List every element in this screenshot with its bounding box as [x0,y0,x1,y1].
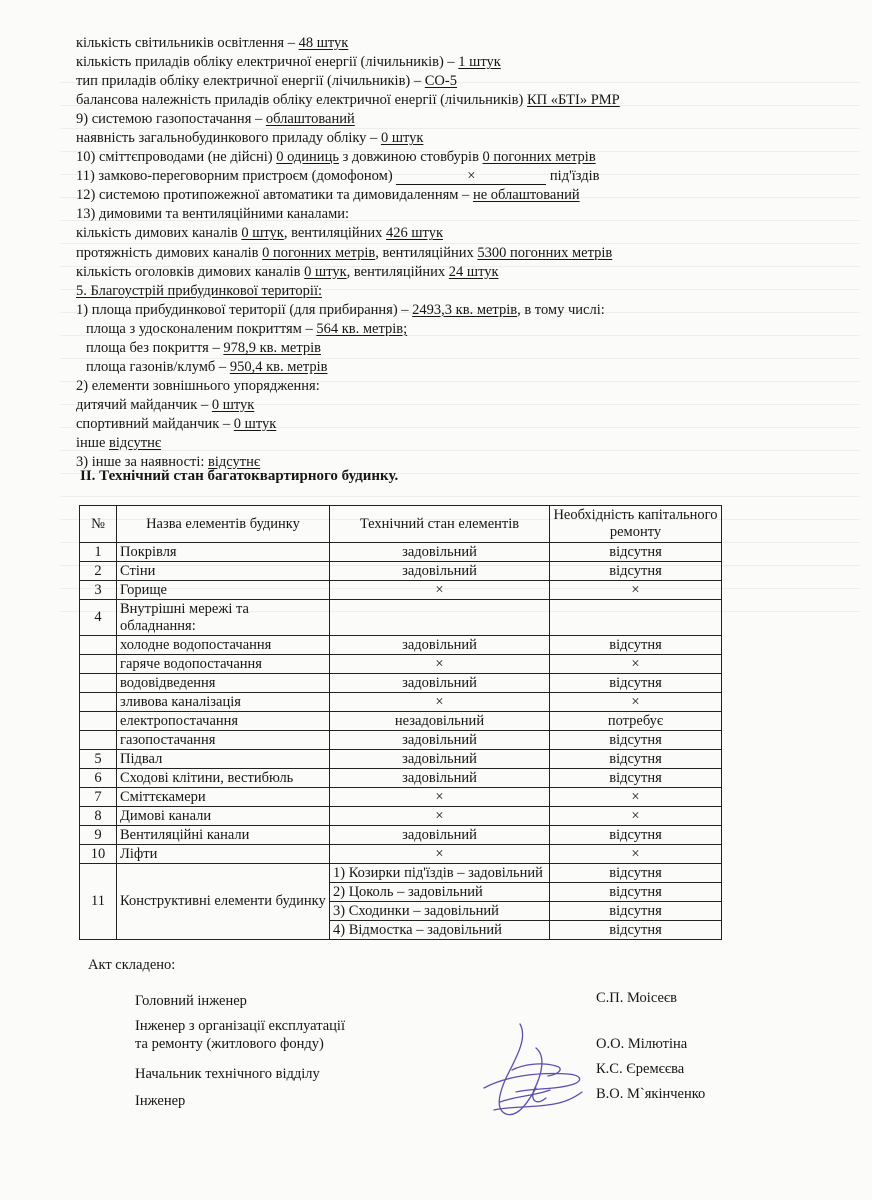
text-line [76,244,836,263]
row-number [80,636,117,655]
row-number [80,693,117,712]
filled-value: 564 кв. метрів; [316,320,408,337]
row-number: 7 [80,788,117,807]
filled-value: 0 одиниць [276,149,339,166]
element-name: Ліфти [117,845,330,864]
name-eremeeva: К.С. Єремєєва [596,1061,685,1077]
table-row [80,769,722,788]
filled-value: 426 штук [386,225,443,242]
text-line [76,320,836,339]
header-number: № [80,506,117,543]
row-number: 1 [80,543,117,562]
line-text: кількість світильників освітлення – [76,35,299,51]
text-line [76,434,836,453]
line-text: кількість оголовків димових каналів [76,263,305,280]
technical-state: × [330,788,550,807]
repair-need: відсутня [550,883,722,902]
row-number: 5 [80,750,117,769]
text-line [76,72,836,91]
repair-need: × [550,788,722,807]
row-number: 10 [80,845,117,864]
element-name: Сміттєкамери [117,788,330,807]
blank-field: × [396,169,546,185]
text-line [76,110,836,129]
role-engineer-operation-cont: та ремонту (житлового фонду) [135,1036,324,1052]
repair-need: відсутня [550,674,722,693]
row-number: 6 [80,769,117,788]
element-name: Вентиляційні канали [117,826,330,845]
header-technical-state: Технічний стан елементів [330,506,550,543]
technical-state: задовільний [330,636,550,655]
row-number: 4 [80,600,117,636]
technical-state: × [330,581,550,600]
line-text: дитячий майданчик – [76,396,212,413]
text-line [76,301,836,320]
technical-state: 2) Цоколь – задовільний [330,883,550,902]
text-line [76,358,836,377]
element-name: зливова каналізація [117,693,330,712]
repair-need: відсутня [550,562,722,581]
line-text: площа газонів/клумб – [86,358,230,375]
line-text: кількість приладів обліку електричної енергії (лічильників) – [76,54,459,71]
filled-value: не облаштований [472,187,580,204]
table-row [80,655,722,674]
line-text: 12) системою протипожежної автоматики та димовидаленням – [76,187,473,204]
line-text: 10) сміттєпроводами (не дійсні) [76,149,277,166]
text-line [76,205,836,224]
filled-value: 1 штук [458,54,501,71]
role-head-technical-dept: Начальник технічного відділу [135,1066,320,1082]
line-text: 13) димовими та вентиляційними каналами: [76,206,350,223]
table-row [80,826,722,845]
section-title: II. Технічний стан багатоквартирного будинку. [80,468,399,484]
technical-state: задовільний [330,750,550,769]
repair-need: відсутня [550,902,722,921]
technical-state: задовільний [330,543,550,562]
line-text: балансова належність приладів обліку електричної енергії (лічильників) [76,92,527,109]
filled-value: 0 штук [211,396,255,413]
line-text: 11) замково-переговорним пристроєм (домофоном) [76,168,397,185]
repair-need: відсутня [550,769,722,788]
technical-state: задовільний [330,769,550,788]
line-text: 9) системою газопостачання – [76,111,266,128]
table-row [80,636,722,655]
text-line [76,129,836,148]
filled-value: 0 штук [380,130,424,147]
text-line [76,53,836,72]
text-line [76,167,836,186]
line-text: протяжність димових каналів [76,244,263,261]
repair-need: відсутня [550,636,722,655]
element-name: Димові канали [117,807,330,826]
line-text: 3) інше за наявності: [76,454,209,471]
table-row [80,674,722,693]
element-name: Сходові клітини, вестибюль [117,769,330,788]
handwritten-signatures [476,1018,596,1128]
table-header-row [80,506,722,543]
element-name: холодне водопостачання [117,636,330,655]
row-number [80,655,117,674]
technical-state: × [330,845,550,864]
table-row [80,600,722,636]
technical-state: задовільний [330,826,550,845]
filled-value: 24 штук [448,263,499,280]
repair-need: × [550,581,722,600]
filled-value: облаштований [265,111,355,128]
text-line [76,282,836,301]
technical-state: задовільний [330,731,550,750]
element-name: Горище [117,581,330,600]
table-row [80,693,722,712]
line-text: кількість димових каналів [76,225,242,242]
repair-need: × [550,845,722,864]
line-text: 2) елементи зовнішнього упорядження: [76,377,320,394]
element-name: гаряче водопостачання [117,655,330,674]
element-name: Стіни [117,562,330,581]
table-row [80,750,722,769]
header-element-name: Назва елементів будинку [117,506,330,543]
line-text: , вентиляційних [346,263,449,280]
element-name: газопостачання [117,731,330,750]
line-text: площа з удосконаленим покриттям – [86,320,317,337]
role-chief-engineer: Головний інженер [135,993,247,1009]
filled-value: 0 погонних метрів [262,244,376,261]
repair-need: відсутня [550,750,722,769]
filled-value: 978,9 кв. метрів [223,339,321,356]
line-text: спортивний майданчик – [76,415,234,432]
filled-value: 5. Благоустрій прибудинкової території: [76,282,323,299]
line-text: тип приладів обліку електричної енергії (лічильників) – [76,73,425,90]
line-text: площа без покриття – [86,339,224,356]
line-text: наявність загальнобудинкового приладу обліку – [76,130,381,147]
filled-value: 48 штук [298,35,349,51]
text-line [76,186,836,205]
technical-state: 1) Козирки під'їздів – задовільний [330,864,550,883]
text-line [76,377,836,396]
element-name: водовідведення [117,674,330,693]
repair-need: × [550,807,722,826]
filled-value: 2493,3 кв. метрів [412,301,518,318]
table-row [80,864,722,883]
element-name: Покрівля [117,543,330,562]
table-row [80,731,722,750]
row-number: 3 [80,581,117,600]
repair-need: × [550,655,722,674]
element-name: Внутрішні мережі та обладнання: [117,600,330,636]
technical-state [330,600,550,636]
technical-state: задовільний [330,562,550,581]
repair-need: потребує [550,712,722,731]
element-name: Підвал [117,750,330,769]
filled-value: 950,4 кв. метрів [229,358,328,375]
technical-state: незадовільний [330,712,550,731]
table-row [80,788,722,807]
table-row [80,581,722,600]
filled-value: 5300 погонних метрів [477,244,613,261]
row-number [80,731,117,750]
text-line [76,339,836,358]
row-number: 8 [80,807,117,826]
row-number [80,712,117,731]
repair-need: відсутня [550,731,722,750]
text-line [76,148,836,167]
technical-state: × [330,807,550,826]
name-militina: О.О. Мілютіна [596,1036,688,1052]
technical-state-table [79,505,722,940]
table-row [80,807,722,826]
technical-state: × [330,693,550,712]
line-text: , в тому числі: [517,301,605,318]
filled-value: відсутнє [208,454,261,471]
text-line [76,224,836,243]
element-name: Конструктивні елементи будинку [117,864,330,940]
row-number: 11 [80,864,117,940]
table-row [80,845,722,864]
row-number [80,674,117,693]
role-engineer-operation: Інженер з організації експлуатації [135,1018,345,1034]
technical-state: × [330,655,550,674]
filled-value: 0 штук [304,263,347,280]
name-moiseev: С.П. Моісеєв [596,990,677,1006]
act-label: Акт складено: [88,957,176,973]
row-number: 2 [80,562,117,581]
building-characteristics [76,34,836,472]
text-line [76,396,836,415]
line-text: , вентиляційних [283,225,387,242]
repair-need [550,600,722,636]
row-number: 9 [80,826,117,845]
line-text: інше [76,434,110,451]
repair-need: відсутня [550,826,722,845]
table-row [80,712,722,731]
text-line [76,263,836,282]
filled-value: КП «БТІ» РМР [527,92,620,109]
text-line [76,415,836,434]
repair-need: відсутня [550,921,722,940]
filled-value: СО-5 [424,73,457,90]
repair-need: відсутня [550,543,722,562]
table-row [80,543,722,562]
line-text: з довжиною стовбурів [338,149,483,166]
filled-value: 0 штук [233,415,277,432]
element-name: електропостачання [117,712,330,731]
table-row [80,562,722,581]
repair-need: відсутня [550,864,722,883]
technical-state: задовільний [330,674,550,693]
name-myakinchenko: В.О. М`якінченко [596,1086,706,1102]
line-text: , вентиляційних [375,244,478,261]
text-line [76,34,836,53]
line-text: 1) площа прибудинкової території (для прибирання) – [76,301,413,318]
filled-value: 0 погонних метрів [482,149,596,166]
filled-value: відсутнє [109,434,162,451]
technical-state: 3) Сходинки – задовільний [330,902,550,921]
technical-state: 4) Відмостка – задовільний [330,921,550,940]
line-text: під'їздів [546,168,600,185]
role-engineer: Інженер [135,1093,186,1109]
repair-need: × [550,693,722,712]
filled-value: 0 штук [241,225,284,242]
text-line [76,91,836,110]
header-capital-repair: Необхідність капітального ремонту [550,506,722,543]
